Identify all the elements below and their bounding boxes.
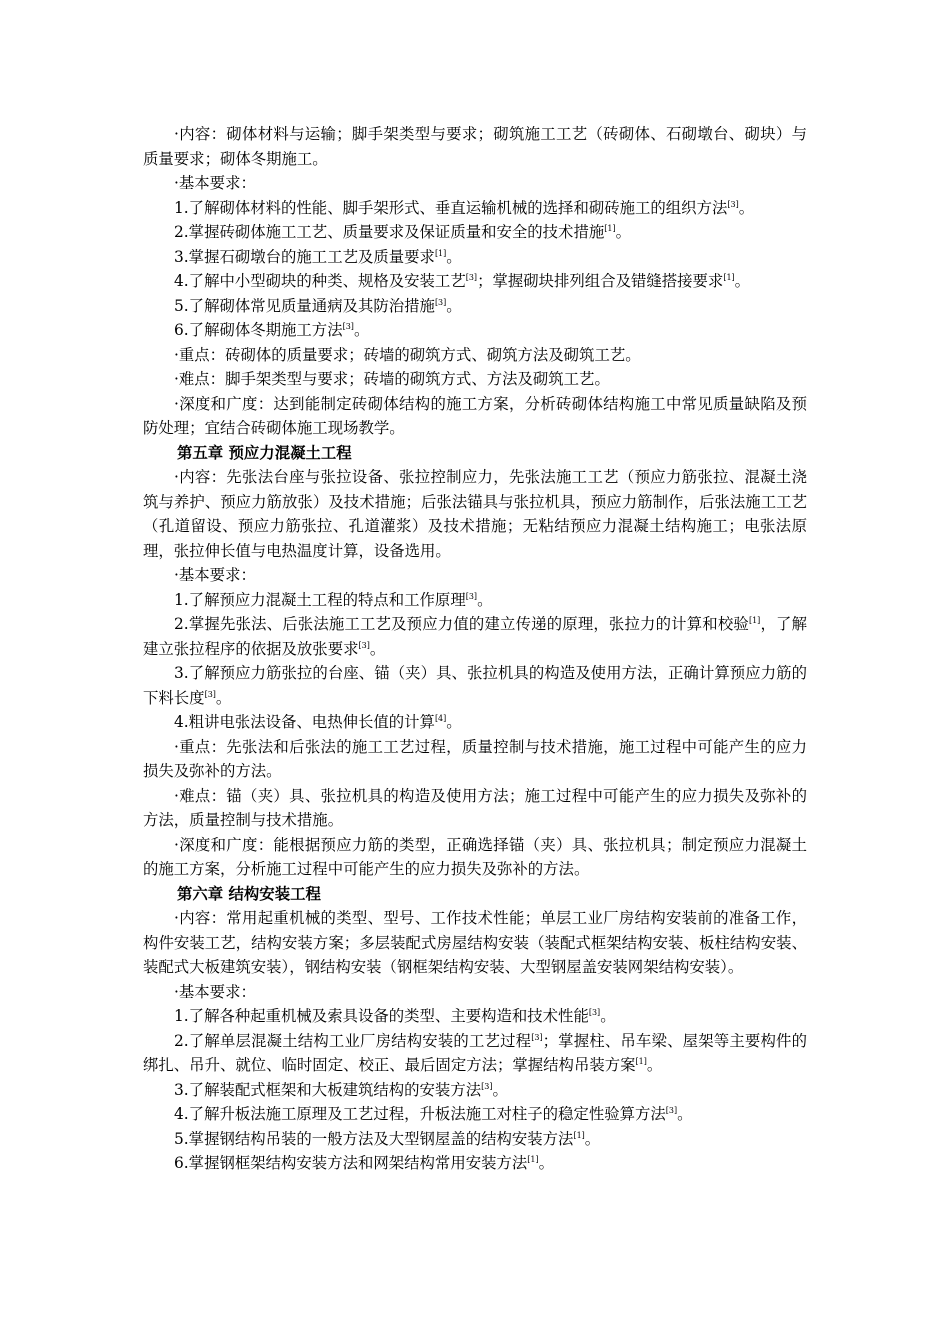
text-run: ·重点：砖砌体的质量要求；砖墙的砌筑方式、砌筑方法及砌筑工艺。 <box>174 345 641 364</box>
text-run: 4.了解中小型砌块的种类、规格及安装工艺 <box>174 272 466 290</box>
paragraph <box>143 612 807 661</box>
text-run: 。 <box>446 713 462 731</box>
text-run: 。 <box>584 1129 601 1148</box>
text-run: ·基本要求： <box>174 982 256 1001</box>
paragraph <box>143 318 807 343</box>
text-run: 。 <box>492 1080 508 1099</box>
paragraph <box>143 171 807 196</box>
text-run: 6.了解砌体冬期施工方法 <box>174 321 343 339</box>
text-run: 。 <box>615 223 631 241</box>
text-run: 。 <box>538 1154 555 1172</box>
text-run: 2.掌握先张法、后张法施工工艺及预应力值的建立传递的原理，张拉力的计算和校验 <box>174 615 749 633</box>
text-run: ·难点：锚（夹）具、张拉机具的构造及使用方法；施工过程中可能产生的应力损失及弥补的方法，质量控制与技术措施。 <box>143 786 807 829</box>
text-run: 4.粗讲电张法设备、电热伸长值的计算 <box>174 713 435 731</box>
text-run: 1.了解各种起重机械及索具设备的类型、主要构造和技术性能 <box>174 1007 589 1025</box>
citation-marker: [1] <box>527 1155 539 1164</box>
citation-marker: [1] <box>434 248 447 258</box>
text-run: 。 <box>738 198 755 217</box>
text-run: ；掌握砌块排列组合及错缝搭接要求 <box>477 272 724 290</box>
text-run: 5.了解砌体常见质量通病及其防治措施 <box>174 296 435 315</box>
paragraph <box>143 1004 807 1029</box>
paragraph <box>143 220 807 245</box>
text-run: 。 <box>353 321 370 339</box>
citation-marker: [3] <box>204 689 216 699</box>
text-run: ·内容：先张法台座与张拉设备、张拉控制应力，先张法施工工艺（预应力筋张拉、混凝土浇筑与养护、预应力筋放张）及技术措施；后张法锚具与张拉机具，预应力筋制作，后张法施工工艺（孔道留设、预应力筋张拉、孔道灌浆）及技术措施；无粘结预应力混凝土结构施工；电张法原理，张拉伸长值与电热温度计算，设备选用。 <box>143 468 807 560</box>
paragraph <box>143 735 807 784</box>
paragraph <box>143 661 807 710</box>
citation-marker: [3] <box>588 1008 601 1017</box>
text-run: 第五章 预应力混凝土工程 <box>177 443 352 462</box>
text-run: ·内容：常用起重机械的类型、型号、工作技术性能；单层工业厂房结构安装前的准备工作，构件安装工艺，结构安装方案；多层装配式房屋结构安装（装配式框架结构安装、板柱结构安装、装配式大板建筑安装），钢结构安装（钢框架结构安装、大型钢屋盖安装网架结构安装）。 <box>143 909 807 976</box>
text-run: 6.掌握钢框架结构安装方法和网架结构常用安装方法 <box>174 1154 528 1172</box>
text-run: 。 <box>369 639 386 658</box>
text-run: 。 <box>477 590 493 609</box>
text-run: ·深度和广度：达到能制定砖砌体结构的施工方案，分析砖砌体结构施工中常见质量缺陷及预防处理；宜结合砖砌体施工现场教学。 <box>143 394 807 437</box>
text-run: ，了解建立张拉程序的依据及放张要求 <box>143 615 807 658</box>
citation-marker: [1] <box>573 1130 585 1140</box>
text-run: ·基本要求： <box>174 174 256 192</box>
text-run: 。 <box>215 688 232 707</box>
paragraph <box>143 1102 807 1127</box>
citation-marker: [3] <box>481 1081 493 1091</box>
citation-marker: [3] <box>465 273 478 282</box>
text-run: 。 <box>600 1007 616 1025</box>
paragraph <box>143 1127 807 1152</box>
text-run: ·深度和广度：能根据预应力筋的类型，正确选择锚（夹）具、张拉机具；制定预应力混凝土的施工方案，分析施工过程中可能产生的应力损失及弥补的方法。 <box>143 835 807 878</box>
text-run: 1.了解砌体材料的性能、脚手架形式、垂直运输机械的选择和砌砖施工的组织方法 <box>174 198 728 217</box>
paragraph <box>143 1151 807 1176</box>
citation-marker: [3] <box>531 1032 543 1042</box>
citation-marker: [1] <box>604 224 616 233</box>
paragraph <box>143 392 807 441</box>
paragraph <box>143 294 807 319</box>
paragraph <box>143 343 807 368</box>
paragraph <box>143 465 807 563</box>
text-run: 3.了解预应力筋张拉的台座、锚（夹）具、张拉机具的构造及使用方法，正确计算预应力筋的下料长度 <box>143 664 807 707</box>
citation-marker: [1] <box>635 1057 647 1066</box>
paragraph <box>143 196 807 221</box>
text-run: ·难点：脚手架类型与要求；砖墙的砌筑方式、方法及砌筑工艺。 <box>174 370 610 388</box>
citation-marker: [3] <box>727 199 739 209</box>
text-run: 2.了解单层混凝土结构工业厂房结构安装的工艺过程 <box>174 1031 532 1050</box>
paragraph <box>143 906 807 980</box>
text-run: ；掌握柱、吊车梁、屋架等主要构件的绑扎、吊升、就位、临时固定、校正、最后固定方法；掌握结构吊装方案 <box>143 1031 807 1074</box>
text-run: 1.了解预应力混凝土工程的特点和工作原理 <box>174 590 466 609</box>
text-run: 。 <box>446 296 462 315</box>
paragraph <box>143 269 807 294</box>
chapter-heading <box>143 882 807 907</box>
citation-marker: [3] <box>434 297 447 307</box>
paragraph <box>143 563 807 588</box>
text-run: 。 <box>446 247 462 266</box>
paragraph <box>143 245 807 270</box>
text-run: 第六章 结构安装工程 <box>177 884 321 903</box>
text-run: ·基本要求： <box>174 566 256 584</box>
paragraph <box>143 710 807 735</box>
text-run: 3.了解装配式框架和大板建筑结构的安装方法 <box>174 1080 482 1099</box>
paragraph <box>143 833 807 882</box>
paragraph <box>143 1029 807 1078</box>
citation-marker: [3] <box>665 1106 678 1115</box>
paragraph <box>143 1078 807 1103</box>
text-run: ·重点：先张法和后张法的施工工艺过程，质量控制与技术措施，施工过程中可能产生的应力损失及弥补的方法。 <box>143 737 807 780</box>
citation-marker: [3] <box>465 591 478 601</box>
citation-marker: [4] <box>434 714 447 723</box>
text-run: ·内容：砌体材料与运输；脚手架类型与要求；砌筑施工工艺（砖砌体、石砌墩台、砌块）与质量要求；砌体冬期施工。 <box>143 125 807 168</box>
citation-marker: [3] <box>358 640 370 650</box>
citation-marker: [1] <box>723 273 735 282</box>
document-body <box>143 122 807 1176</box>
text-run: 3.掌握石砌墩台的施工工艺及质量要求 <box>174 247 435 266</box>
paragraph <box>143 588 807 613</box>
chapter-heading <box>143 441 807 466</box>
citation-marker: [1] <box>748 616 761 625</box>
text-run: 。 <box>677 1105 693 1123</box>
paragraph <box>143 784 807 833</box>
text-run: 5.掌握钢结构吊装的一般方法及大型钢屋盖的结构安装方法 <box>174 1129 574 1148</box>
paragraph <box>143 367 807 392</box>
text-run: 4.了解升板法施工原理及工艺过程，升板法施工对柱子的稳定性验算方法 <box>174 1105 666 1123</box>
text-run: 。 <box>734 272 751 290</box>
paragraph <box>143 980 807 1005</box>
citation-marker: [3] <box>342 322 354 331</box>
text-run: 。 <box>646 1056 663 1074</box>
text-run: 2.掌握砖砌体施工工艺、质量要求及保证质量和安全的技术措施 <box>174 223 605 241</box>
paragraph <box>143 122 807 171</box>
